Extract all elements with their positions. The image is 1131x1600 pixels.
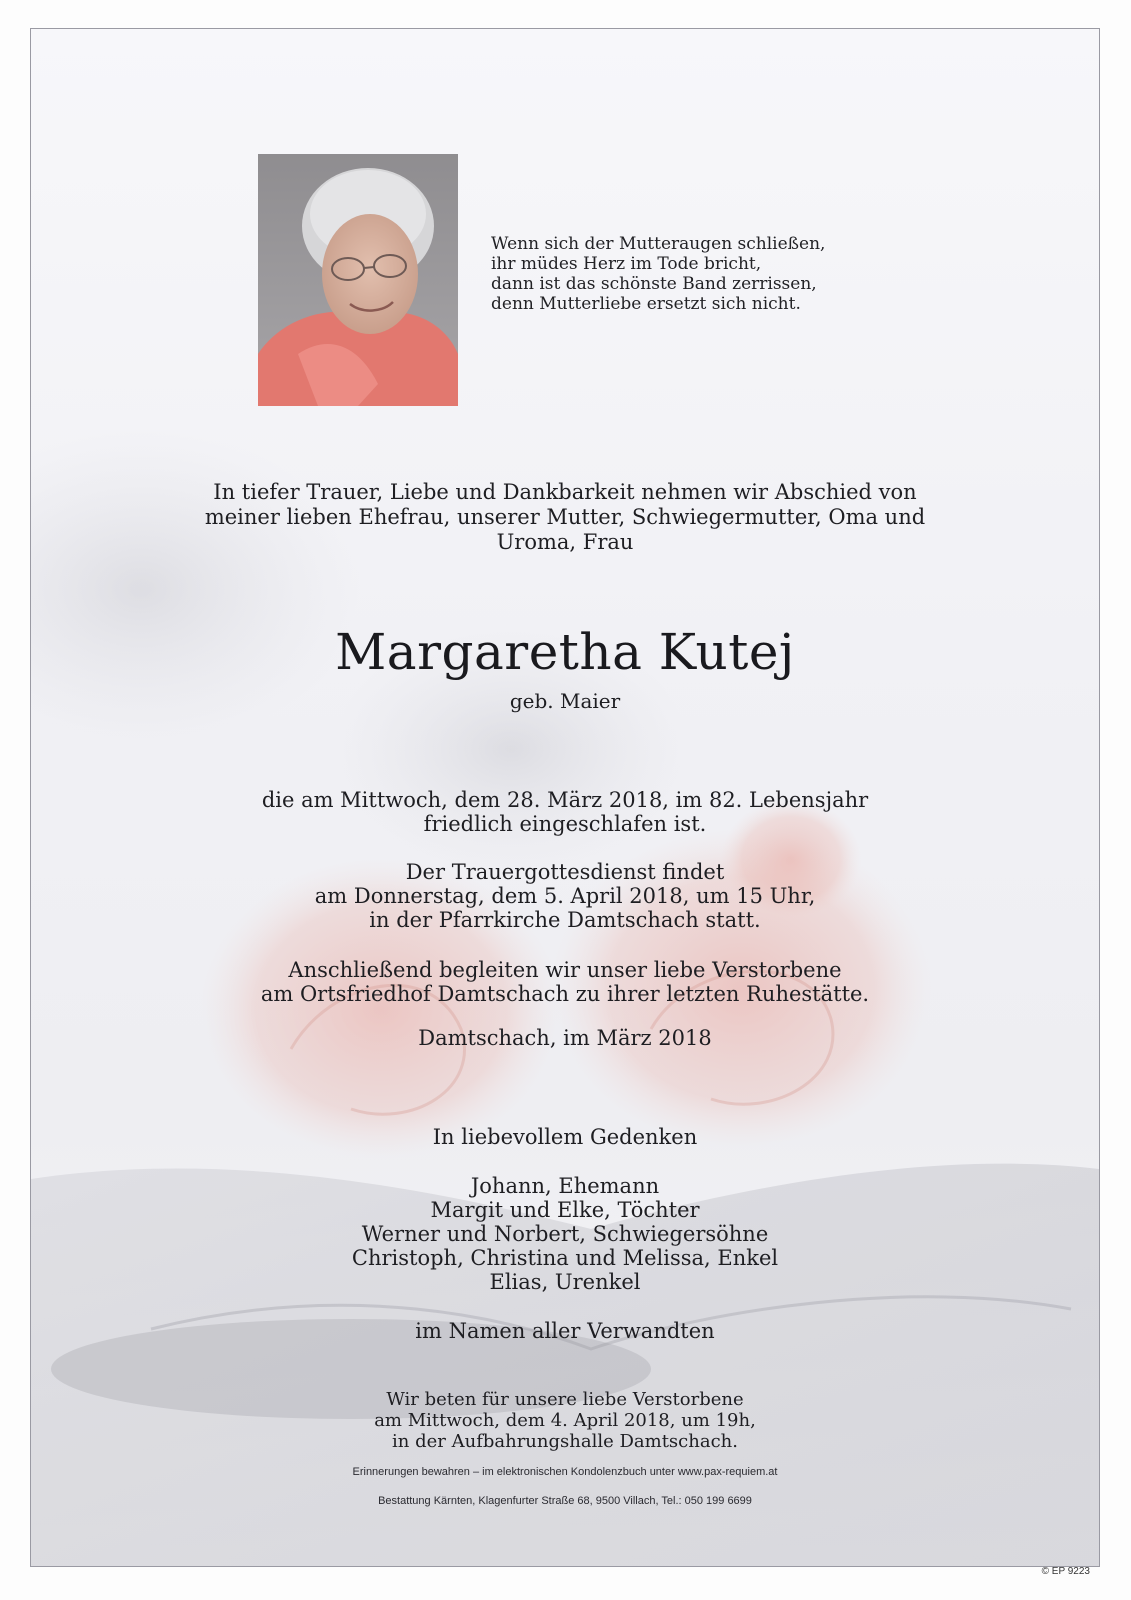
family-member: Margit und Elke, Töchter: [430, 1198, 700, 1222]
poem-line: ihr müdes Herz im Tode bricht,: [491, 254, 762, 274]
service-line: in der Pfarrkirche Damtschach statt.: [369, 908, 761, 932]
intro-text: [31, 480, 1099, 555]
intro-line: Uroma, Frau: [496, 530, 634, 554]
service-line: Der Trauergottesdienst findet: [405, 860, 725, 884]
intro-line: In tiefer Trauer, Liebe und Dankbarkeit nehmen wir Abschied von: [213, 480, 917, 504]
family-member: Christoph, Christina und Melissa, Enkel: [351, 1246, 779, 1270]
poem-line: dann ist das schönste Band zerrissen,: [491, 274, 817, 294]
intro-line: meiner lieben Ehefrau, unserer Mutter, Schwiegermutter, Oma und: [204, 505, 926, 529]
memorial-poem: [491, 234, 871, 314]
prayer-line: am Mittwoch, dem 4. April 2018, um 19h,: [374, 1410, 756, 1431]
condolence-book-note: Erinnerungen bewahren – im elektronischen Kondolenzbuch unter www.pax-requiem.at: [352, 1466, 778, 1478]
death-notice: [31, 788, 1099, 836]
prayer-line: Wir beten für unsere liebe Verstorbene: [386, 1389, 744, 1410]
death-notice-line: die am Mittwoch, dem 28. März 2018, im 82. Lebensjahr: [261, 788, 869, 812]
death-notice-line: friedlich eingeschlafen ist.: [423, 812, 707, 836]
undertaker-address: Bestattung Kärnten, Klagenfurter Straße 68, 9500 Villach, Tel.: 050 199 6699: [378, 1495, 752, 1507]
relatives-line: im Namen aller Verwandten: [415, 1319, 715, 1343]
family-member: Elias, Urenkel: [489, 1270, 641, 1294]
portrait-photo: [258, 154, 458, 406]
family-member: Werner und Norbert, Schwiegersöhne: [361, 1222, 769, 1246]
copyright-mark: © EP 9223: [1041, 1566, 1090, 1577]
prayer-notice: [31, 1389, 1099, 1452]
poem-line: Wenn sich der Mutteraugen schließen,: [491, 234, 826, 254]
memory-heading: In liebevollem Gedenken: [432, 1125, 698, 1149]
service-line: am Donnerstag, dem 5. April 2018, um 15 Uhr,: [314, 884, 816, 908]
burial-line: am Ortsfriedhof Damtschach zu ihrer letzten Ruhestätte.: [260, 982, 870, 1006]
family-list: [31, 1174, 1099, 1294]
card-frame: [30, 28, 1100, 1567]
burial-line: Anschließend begleiten wir unser liebe Verstorbene: [288, 958, 842, 982]
poem-line: denn Mutterliebe ersetzt sich nicht.: [491, 294, 801, 314]
funeral-service: [31, 860, 1099, 932]
burial-notice: [31, 958, 1099, 1006]
birth-name: geb. Maier: [509, 689, 621, 713]
deceased-name: Margaretha Kutej: [335, 623, 795, 681]
place-date: Damtschach, im März 2018: [418, 1026, 712, 1050]
family-member: Johann, Ehemann: [470, 1174, 660, 1198]
prayer-line: in der Aufbahrungshalle Damtschach.: [392, 1431, 738, 1452]
